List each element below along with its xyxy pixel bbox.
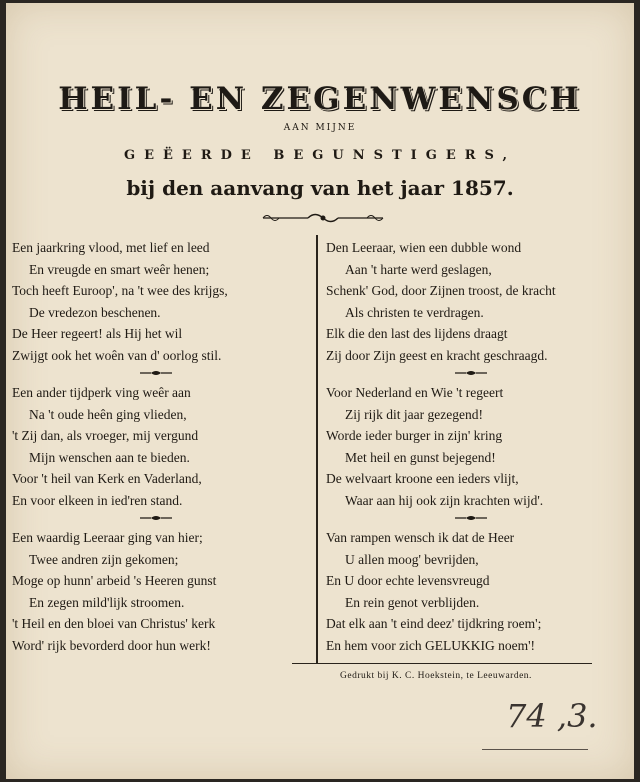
poem-line: De welvaart kroone een ieders vlijt, [326, 471, 519, 486]
stanza-separator [326, 511, 616, 527]
dedication-line: AAN MIJNE [283, 123, 357, 133]
stanza-separator [6, 366, 296, 382]
poem-line: U allen moog' bevrijden, [345, 551, 479, 567]
poem-line: Toch heeft Euroop', na 't wee des krijgs, [12, 283, 228, 298]
poem-line: Schenk' God, door Zijnen troost, de kracht [326, 283, 556, 298]
poem-line: Zij rijk dit jaar gezegend! [345, 406, 483, 422]
stanza [326, 237, 616, 366]
poem-line: En hem voor zich GELUKKIG noem'! [326, 637, 535, 653]
handwritten-underline [482, 749, 588, 750]
poem-line: Worde ieder burger in zijn' kring [326, 428, 503, 443]
poem-line: 't Heil en den bloei van Christus' kerk [12, 616, 216, 631]
stanza [6, 527, 296, 656]
poem-line: Aan 't harte werd geslagen, [345, 261, 492, 277]
poem-line: En voor elkeen in ied'ren stand. [12, 492, 183, 508]
poem-line: Dat elk aan 't eind deez' tijdkring roem'; [326, 616, 542, 631]
poem-line: En U door echte levensvreugd [326, 573, 490, 588]
stanza-separator [326, 366, 616, 382]
poem-line: Met heil en gunst bejegend! [345, 449, 496, 465]
poem-line: Elk die den last des lijdens draagt [326, 326, 508, 341]
poem-line: Een waardig Leeraar ging van hier; [12, 530, 203, 545]
printer-imprint: Gedrukt bij K. C. Hoekstein, te Leeuwarden. [340, 671, 532, 681]
poem-line: Een ander tijdperk ving weêr aan [12, 385, 191, 400]
poem-line: Mijn wenschen aan te bieden. [29, 449, 190, 465]
document-title: HEIL- EN ZEGENWENSCH [58, 81, 582, 117]
year-line: bij den aanvang van het jaar 1857. [126, 176, 514, 200]
poem-line: Zij door Zijn geest en kracht geschraagd. [326, 347, 548, 363]
footer-rule [292, 663, 592, 664]
poem-line: En rein genot verblijden. [345, 594, 480, 610]
dedication-subtitle: GEËERDE BEGUNSTIGERS, [124, 148, 516, 163]
column-divider [316, 235, 318, 663]
stanza [326, 382, 616, 511]
poem-line: Den Leeraar, wien een dubble wond [326, 240, 522, 255]
stanza [6, 237, 296, 366]
poem-line: Als christen te verdragen. [345, 304, 484, 320]
poem-left-column [6, 237, 296, 656]
document-sheet [6, 3, 634, 779]
poem-line: Voor Nederland en Wie 't regeert [326, 385, 504, 400]
handwritten-number: 74 ,3. [506, 697, 598, 735]
poem-line: Na 't oude heên ging vlieden, [29, 406, 187, 422]
poem-line: De Heer regeert! als Hij het wil [12, 326, 183, 341]
stanza [326, 527, 616, 656]
stanza-separator [6, 511, 296, 527]
poem-line: Moge op hunn' arbeid 's Heeren gunst [12, 573, 217, 588]
poem-line: En vreugde en smart weêr henen; [29, 261, 210, 277]
title-ornament [258, 211, 388, 225]
poem-line: Waar aan hij ook zijn krachten wijd'. [345, 492, 544, 508]
poem-line: De vredezon beschenen. [29, 304, 161, 320]
poem-line: 't Zij dan, als vroeger, mij vergund [12, 428, 199, 443]
stanza [6, 382, 296, 511]
poem-line: Een jaarkring vlood, met lief en leed [12, 240, 210, 255]
poem-line: En zegen mild'lijk stroomen. [29, 594, 185, 610]
poem-line: Twee andren zijn gekomen; [29, 551, 179, 567]
poem-line: Voor 't heil van Kerk en Vaderland, [12, 471, 202, 486]
poem-line: Word' rijk bevorderd door hun werk! [12, 637, 211, 653]
poem-line: Van rampen wensch ik dat de Heer [326, 530, 515, 545]
poem-right-column [326, 237, 616, 656]
poem-line: Zwijgt ook het woên van d' oorlog stil. [12, 347, 222, 363]
